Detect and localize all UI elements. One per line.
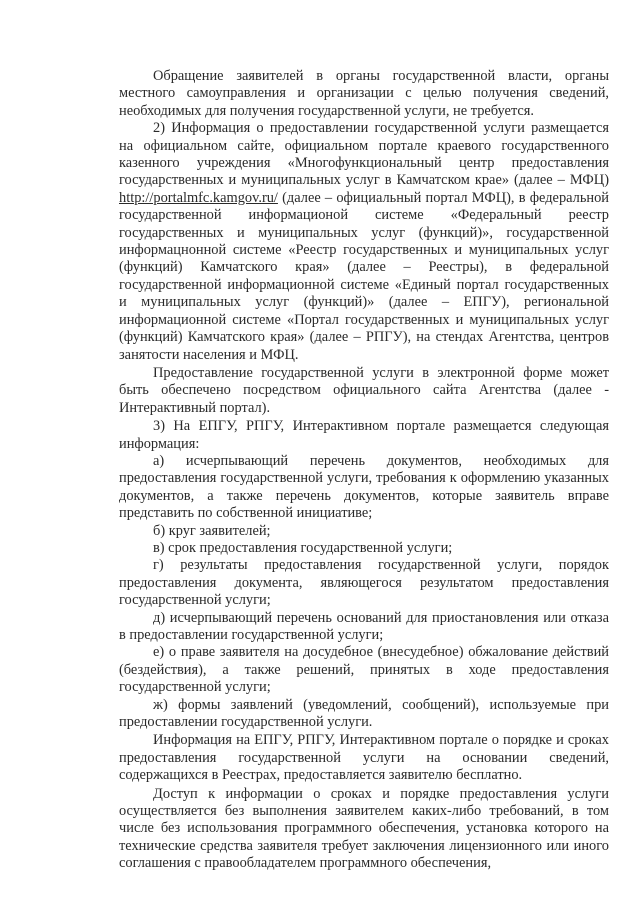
list-item-b: б) круг заявителей; xyxy=(153,522,271,539)
list-item-d: д) исчерпывающий перечень оснований для приостановления или отказа в предоставлении государственной услуги; xyxy=(119,609,609,643)
paragraph-free-info: Информация на ЕПГУ, РПГУ, Интерактивном портале о порядке и сроках предоставления государственной услуги на основании сведений, содержащихся в Реестрах, предоставляется заявителю бесплатно. xyxy=(119,732,609,784)
paragraph-info-placement-text-cont: (далее – официальный портал МФЦ), в федеральной государственной информационой системе «Федеральный реестр государственных и муниципальных услуг (функций)», государственной информацнонной системе «Реестр государственных и муниципальных услуг (функций) Камчатского края» (далее – Реестры), в федеральной государственной информационной системе «Единый портал государственных и муниципальных услуг (функций)» (далее – ЕПГУ), региональной информационной системе «Портал государственных и муниципальных услуг (функций) Камчатского края» (далее – РПГУ), на стендах Агентства, центров занятости населения и МФЦ. xyxy=(119,189,609,363)
paragraph-appeals: Обращение заявителей в органы государственной власти, органы местного самоуправления и организации с целью получения сведений, необходимых для получения государственной услуги, не требуется. xyxy=(119,68,609,119)
list-item-v: в) срок предоставления государственной услуги; xyxy=(153,539,453,556)
paragraph-electronic-form: Предоставление государственной услуги в электронной форме может быть обеспечено посредством официального сайта Агентства (далее - Интерактивный портал). xyxy=(119,364,609,416)
list-item-a: а) исчерпывающий перечень документов, необходимых для предоставления государственной услуги, требования к оформлению указанных документов, а также перечень документов, которые заявитель вправе представить по собственной инициативе; xyxy=(119,452,609,522)
list-item-zh: ж) формы заявлений (уведомлений, сообщений), используемые при предоставлении государственной услуги. xyxy=(119,696,609,731)
paragraph-info-placement-text: 2) Информация о предоставлении государственной услуги размещается на официальном сайте, официальном портале краевого государственного казенного учреждения «Многофункциональный центр предоставления государственных и муниципальных услуг в Камчатском крае» (далее – МФЦ) xyxy=(119,120,609,189)
portal-mfc-link[interactable]: http://portalmfc.kamgov.ru/ xyxy=(119,189,278,206)
paragraph-access: Доступ к информации о сроках и порядке предоставления услуги осуществляется без выполнения заявителем каких-либо требований, в том числе без использования программного обеспечения, установка которого на технические средства заявителя требует заключения лицензионного или иного соглашения с правообладателем программного обеспечения, xyxy=(119,785,609,872)
paragraph-published-info: 3) На ЕПГУ, РПГУ, Интерактивном портале размещается следующая информация: xyxy=(119,418,609,452)
list-item-g: г) результаты предоставления государственной услуги, порядок предоставления документа, являющегося результатом предоставления государственной услуги; xyxy=(119,557,609,609)
document-body xyxy=(119,68,609,873)
list-item-e: е) о праве заявителя на досудебное (внесудебное) обжалование действий (бездействия), а также решений, принятых в ходе предоставления государственной услуги; xyxy=(119,644,609,696)
paragraph-info-placement xyxy=(119,120,609,364)
